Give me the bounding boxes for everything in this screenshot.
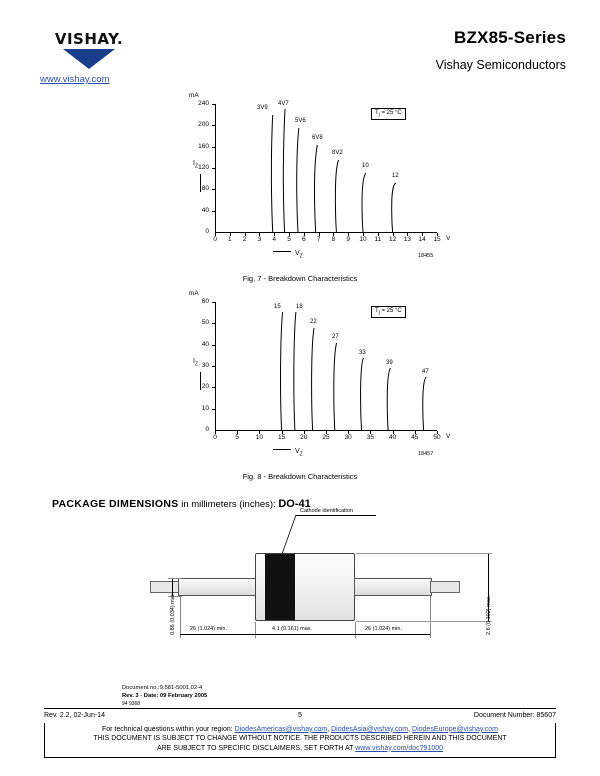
figure-7-xtick-12: 12	[388, 236, 397, 243]
figure-7-xtick-11: 11	[374, 236, 382, 243]
figure-7-curves	[175, 92, 505, 262]
logo-triangle-icon	[63, 49, 115, 69]
figure-8-curve-label-3: 27	[332, 334, 339, 340]
cathode-callout-line	[296, 515, 376, 516]
figure-8-caption: Fig. 8 - Breakdown Characteristics	[242, 472, 358, 481]
figure-7-xtick-9: 9	[346, 236, 350, 243]
ext-line-4	[430, 596, 431, 638]
dim-line-lead-right	[355, 634, 430, 635]
figure-7-curve-label-4: 8V2	[332, 150, 343, 156]
figure-8-xtick-40: 40	[388, 434, 397, 441]
figure-8-ytick-0: 0	[205, 426, 209, 433]
figure-7-curve-label-6: 12	[392, 173, 399, 179]
figure-8-xtick-30: 30	[344, 434, 352, 441]
figure-7-y-axis-label: $I_Z$	[193, 160, 199, 170]
dim-lead-right-text: 26 (1.024) min.	[365, 626, 402, 632]
figure-8-ytick-10: 10	[201, 404, 209, 412]
lead-right	[354, 578, 432, 596]
figure-8-curve-label-0: 15	[274, 304, 281, 310]
figure-8-curves	[175, 290, 505, 460]
figure-8-xtick-45: 45	[411, 434, 419, 441]
figure-8-ytick-50: 50	[201, 319, 209, 327]
figure-7-x-axis-label: $V_Z$	[295, 250, 303, 260]
figure-8-ytick-60: 60	[201, 298, 209, 305]
figure-7-curve-label-5: 10	[362, 163, 369, 169]
figure-7-ytick-160: 160	[198, 142, 209, 150]
company-name: Vishay Semiconductors	[435, 58, 566, 72]
ext-hline-body-top	[356, 553, 492, 554]
dim-body-dia-text: 2.6 (0.102) max.	[486, 594, 492, 635]
figure-7-xtick-2: 2	[242, 236, 247, 243]
figure-8-chart	[175, 290, 505, 460]
figure-8-curve-label-1: 18	[296, 304, 303, 310]
drawing-rev: Rev. 3 - Date: 09 February 2005	[122, 693, 208, 700]
figure-7-xtick-5: 5	[287, 236, 291, 243]
figure-7-ytick-240: 240	[198, 100, 209, 107]
figure-8-xtick-50: 50	[433, 434, 441, 441]
figure-7-xtick-1: 1	[227, 236, 232, 243]
figure-8-ytick-20: 20	[201, 383, 209, 391]
vishay-logo	[34, 30, 144, 69]
disclaimer-link[interactable]: www.vishay.com/doc?91000	[355, 744, 444, 752]
email-americas-link[interactable]: DiodesAmericas@vishay.com	[234, 725, 328, 733]
figure-7-xtick-10: 10	[359, 236, 367, 243]
ext-hline-body-bottom	[356, 621, 492, 622]
dim-line-body	[255, 634, 355, 635]
page-title: BZX85-Series	[453, 28, 566, 47]
figure-7-chart	[175, 92, 505, 262]
figure-8-curve-label-5: 39	[386, 360, 393, 366]
figure-7-xtick-14: 14	[418, 236, 426, 243]
ext-hline-lead-top	[168, 578, 182, 579]
footer-disclaimer-box	[44, 723, 556, 758]
ext-line-2	[255, 622, 256, 638]
figure-7-xtick-7: 7	[316, 236, 321, 243]
dim-line-lead-left	[180, 634, 255, 635]
package-heading-main: PACKAGE DIMENSIONS	[52, 498, 179, 510]
figure-7-x-unit: V	[446, 235, 451, 242]
figure-8-ytick-40: 40	[201, 340, 209, 348]
logo-wordmark: VISHAY.	[54, 30, 124, 48]
figure-7-xtick-6: 6	[301, 236, 306, 243]
figure-7-xtick-0: 0	[213, 236, 217, 243]
figure-8-y-axis-label: $I_Z$	[193, 358, 199, 368]
figure-7-condition: $T_j = 25$ °C	[371, 108, 406, 120]
figure-7-xtick-15: 15	[433, 236, 441, 243]
lead-left	[178, 578, 256, 596]
figure-8-y-unit: mA	[189, 290, 199, 297]
footer-disclaimer-line-1: THIS DOCUMENT IS SUBJECT TO CHANGE WITHOUT NOTICE. THE PRODUCTS DESCRIBED HEREIN AND THIS DOCUMENT	[93, 735, 507, 743]
footer-disclaimer-prefix: ARE SUBJECT TO SPECIFIC DISCLAIMERS, SET FORTH AT	[156, 744, 354, 752]
figure-8-curve-label-6: 47	[422, 369, 429, 375]
figure-7-block	[0, 92, 600, 283]
figure-8-x-axis-label: $V_Z$	[295, 448, 303, 458]
figure-8-xtick-25: 25	[322, 434, 330, 441]
figure-7-xtick-8: 8	[331, 236, 336, 243]
footer-document-number: Document Number: 85607	[473, 711, 556, 719]
figure-7-ytick-40: 40	[201, 206, 209, 214]
page-header	[0, 22, 600, 85]
figure-7-ytick-0: 0	[205, 228, 209, 235]
figure-7-doc-id: 18455	[418, 253, 434, 259]
figure-8-curve-label-2: 22	[310, 319, 317, 325]
ext-line-1	[180, 596, 181, 638]
dim-lead-left-text: 26 (1.024) min.	[190, 626, 227, 632]
figure-8-block	[0, 290, 600, 481]
figure-8-xtick-0: 0	[213, 434, 217, 441]
figure-7-caption: Fig. 7 - Breakdown Characteristics	[242, 274, 358, 283]
figure-7-curve-label-1: 4V7	[278, 101, 289, 107]
footer-revision: Rev. 2.2, 02-Jun-14	[44, 711, 105, 719]
figure-7-curve-label-2: 5V6	[295, 118, 306, 124]
figure-7-xtick-4: 4	[272, 236, 276, 243]
figure-8-xtick-20: 20	[300, 434, 308, 441]
lead-tip-right	[430, 581, 460, 593]
drawing-doc-no: Document no.:9.581-5001.02-4	[122, 685, 203, 691]
figure-8-ytick-30: 30	[201, 362, 209, 369]
dim-lead-dia-text: 0.86 (0.034) max.	[170, 591, 176, 635]
cathode-callout-label: Cathode identification	[300, 508, 353, 514]
email-asia-link[interactable]: DiodesAsia@vishay.com	[331, 725, 409, 733]
footer-contact-line: For technical questions within your region: DiodesAmericas@vishay.com, DiodesAsia@vishay.com, DiodesEurope@vishay.com	[101, 725, 498, 733]
ext-line-3	[355, 622, 356, 638]
figure-7-curve-label-3: 6V8	[312, 135, 323, 141]
footer-disclaimer-line-2	[49, 744, 551, 753]
figure-8-condition: $T_j = 25$ °C	[371, 306, 406, 318]
figure-8-xtick-35: 35	[366, 434, 374, 441]
figure-7-xtick-3: 3	[257, 236, 262, 243]
package-heading-units: in millimeters (inches):	[181, 499, 276, 510]
package-heading-type: DO-41	[278, 498, 311, 510]
figure-7-ytick-200: 200	[198, 121, 209, 129]
figure-8-doc-id: 18457	[418, 451, 434, 457]
figure-8-curve-label-4: 33	[359, 350, 366, 356]
drawing-id: 94 9368	[122, 700, 141, 707]
page-footer	[44, 708, 556, 758]
figure-7-ytick-80: 80	[201, 185, 209, 193]
figure-8-xtick-10: 10	[255, 434, 263, 441]
figure-7-ytick-120: 120	[198, 164, 209, 171]
vishay-url-link[interactable]: www.vishay.com	[40, 74, 110, 85]
cathode-band	[265, 554, 295, 620]
figure-7-curve-label-0: 3V9	[257, 105, 268, 111]
footer-contact-prefix: For technical questions within your region:	[101, 725, 233, 733]
figure-8-xtick-5: 5	[235, 434, 239, 441]
email-europe-link[interactable]: DiodesEurope@vishay.com	[412, 725, 498, 733]
footer-top-row	[44, 712, 556, 723]
footer-page-number: 5	[298, 711, 302, 719]
dim-body-text: 4.1 (0.161) max.	[272, 626, 313, 632]
figure-7-xtick-13: 13	[403, 236, 411, 243]
figure-8-xtick-15: 15	[277, 434, 286, 441]
figure-7-y-unit: mA	[189, 92, 199, 99]
figure-8-x-unit: V	[446, 433, 451, 440]
drawing-doc-info	[122, 684, 207, 708]
